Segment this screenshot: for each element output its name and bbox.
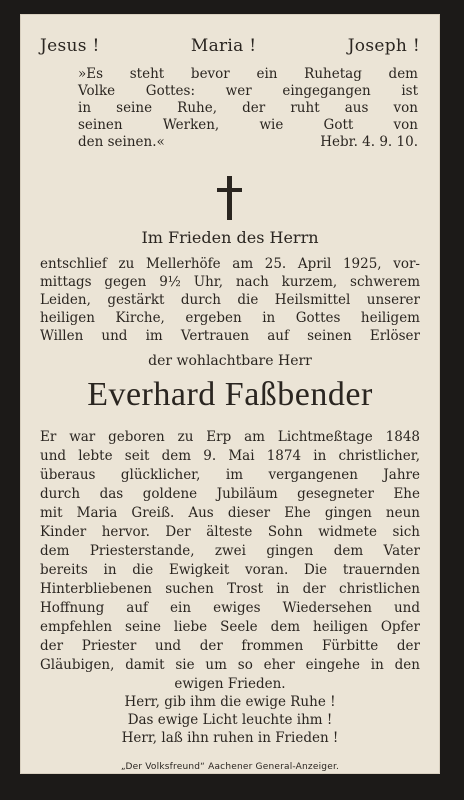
paragraph-line: Willen und im Vertrauen auf seinen Erlöser <box>40 328 420 344</box>
invocation-jesus: Jesus ! <box>40 36 100 56</box>
deceased-name: Everhard Faßbender <box>87 376 373 413</box>
paragraph-line: ewigen Frieden. <box>174 676 286 692</box>
paragraph-line: Hoffnung auf ein ewiges Wiedersehen und <box>40 600 420 616</box>
honorific-line: der wohlachtbare Herr <box>148 353 312 369</box>
paragraph-line: Hinterbliebenen suchen Trost in der christlichen <box>40 581 420 597</box>
paragraph-line: Kinder hervor. Der älteste Sohn widmete sich <box>40 524 420 540</box>
paragraph-line: heiligen Kirche, ergeben in Gottes heiligem <box>40 310 420 326</box>
prayer-line: Herr, gib ihm die ewige Ruhe ! <box>124 694 336 710</box>
paragraph-line: empfehlen seine liebe Seele dem heiligen Opfer <box>40 619 420 635</box>
quote-line: seinen Werken, wie Gott von <box>78 117 418 133</box>
paragraph-line: mittags gegen 9½ Uhr, nach kurzem, schwerem <box>40 274 420 290</box>
paragraph-line: mit Maria Greiß. Aus dieser Ehe gingen neun <box>40 505 420 521</box>
quote-line: Volke Gottes: wer eingegangen ist <box>78 83 418 99</box>
printer-imprint: „Der Volksfreund“ Aachener General-Anzeiger. <box>120 762 340 772</box>
prayer-line: Das ewige Licht leuchte ihm ! <box>127 712 333 728</box>
closing-prayer <box>40 693 420 747</box>
paragraph-line: bereits in die Ewigkeit voran. Die trauernden <box>40 562 420 578</box>
invocation-row <box>40 36 420 56</box>
paragraph-line: der Priester und der frommen Fürbitte der <box>40 638 420 654</box>
memorial-card <box>20 14 440 774</box>
paragraph-line: entschlief zu Mellerhöfe am 25. April 1925, vor- <box>40 256 420 272</box>
quote-line: in seine Ruhe, der ruht aus von <box>78 100 418 116</box>
quote-line: »Es steht bevor ein Ruhetag dem <box>78 66 418 82</box>
death-notice-paragraph <box>40 255 420 345</box>
heading-peace: Im Frieden des Herrn <box>141 228 319 247</box>
invocation-joseph: Joseph ! <box>347 36 420 56</box>
prayer-line: Herr, laß ihn ruhen in Frieden ! <box>121 730 339 746</box>
paragraph-line: Er war geboren zu Erp am Lichtmeßtage 1848 <box>40 429 420 445</box>
quote-line: den seinen.« <box>78 134 165 150</box>
biography-paragraph <box>40 428 420 694</box>
invocation-maria: Maria ! <box>190 36 257 56</box>
paragraph-line: dem Priesterstande, zwei gingen dem Vater <box>40 543 420 559</box>
paragraph-line: Gläubigen, damit sie um so eher eingehe in den <box>40 657 420 673</box>
paragraph-line: durch das goldene Jubiläum gesegneter Ehe <box>40 486 420 502</box>
paragraph-line: Leiden, gestärkt durch die Heilsmittel unserer <box>40 292 420 308</box>
scripture-quote <box>78 66 418 151</box>
paragraph-line: und lebte seit dem 9. Mai 1874 in christlicher, <box>40 448 420 464</box>
paragraph-line: überaus glücklicher, im vergangenen Jahre <box>40 467 420 483</box>
scripture-reference: Hebr. 4. 9. 10. <box>320 134 418 150</box>
cross-icon <box>40 174 420 222</box>
